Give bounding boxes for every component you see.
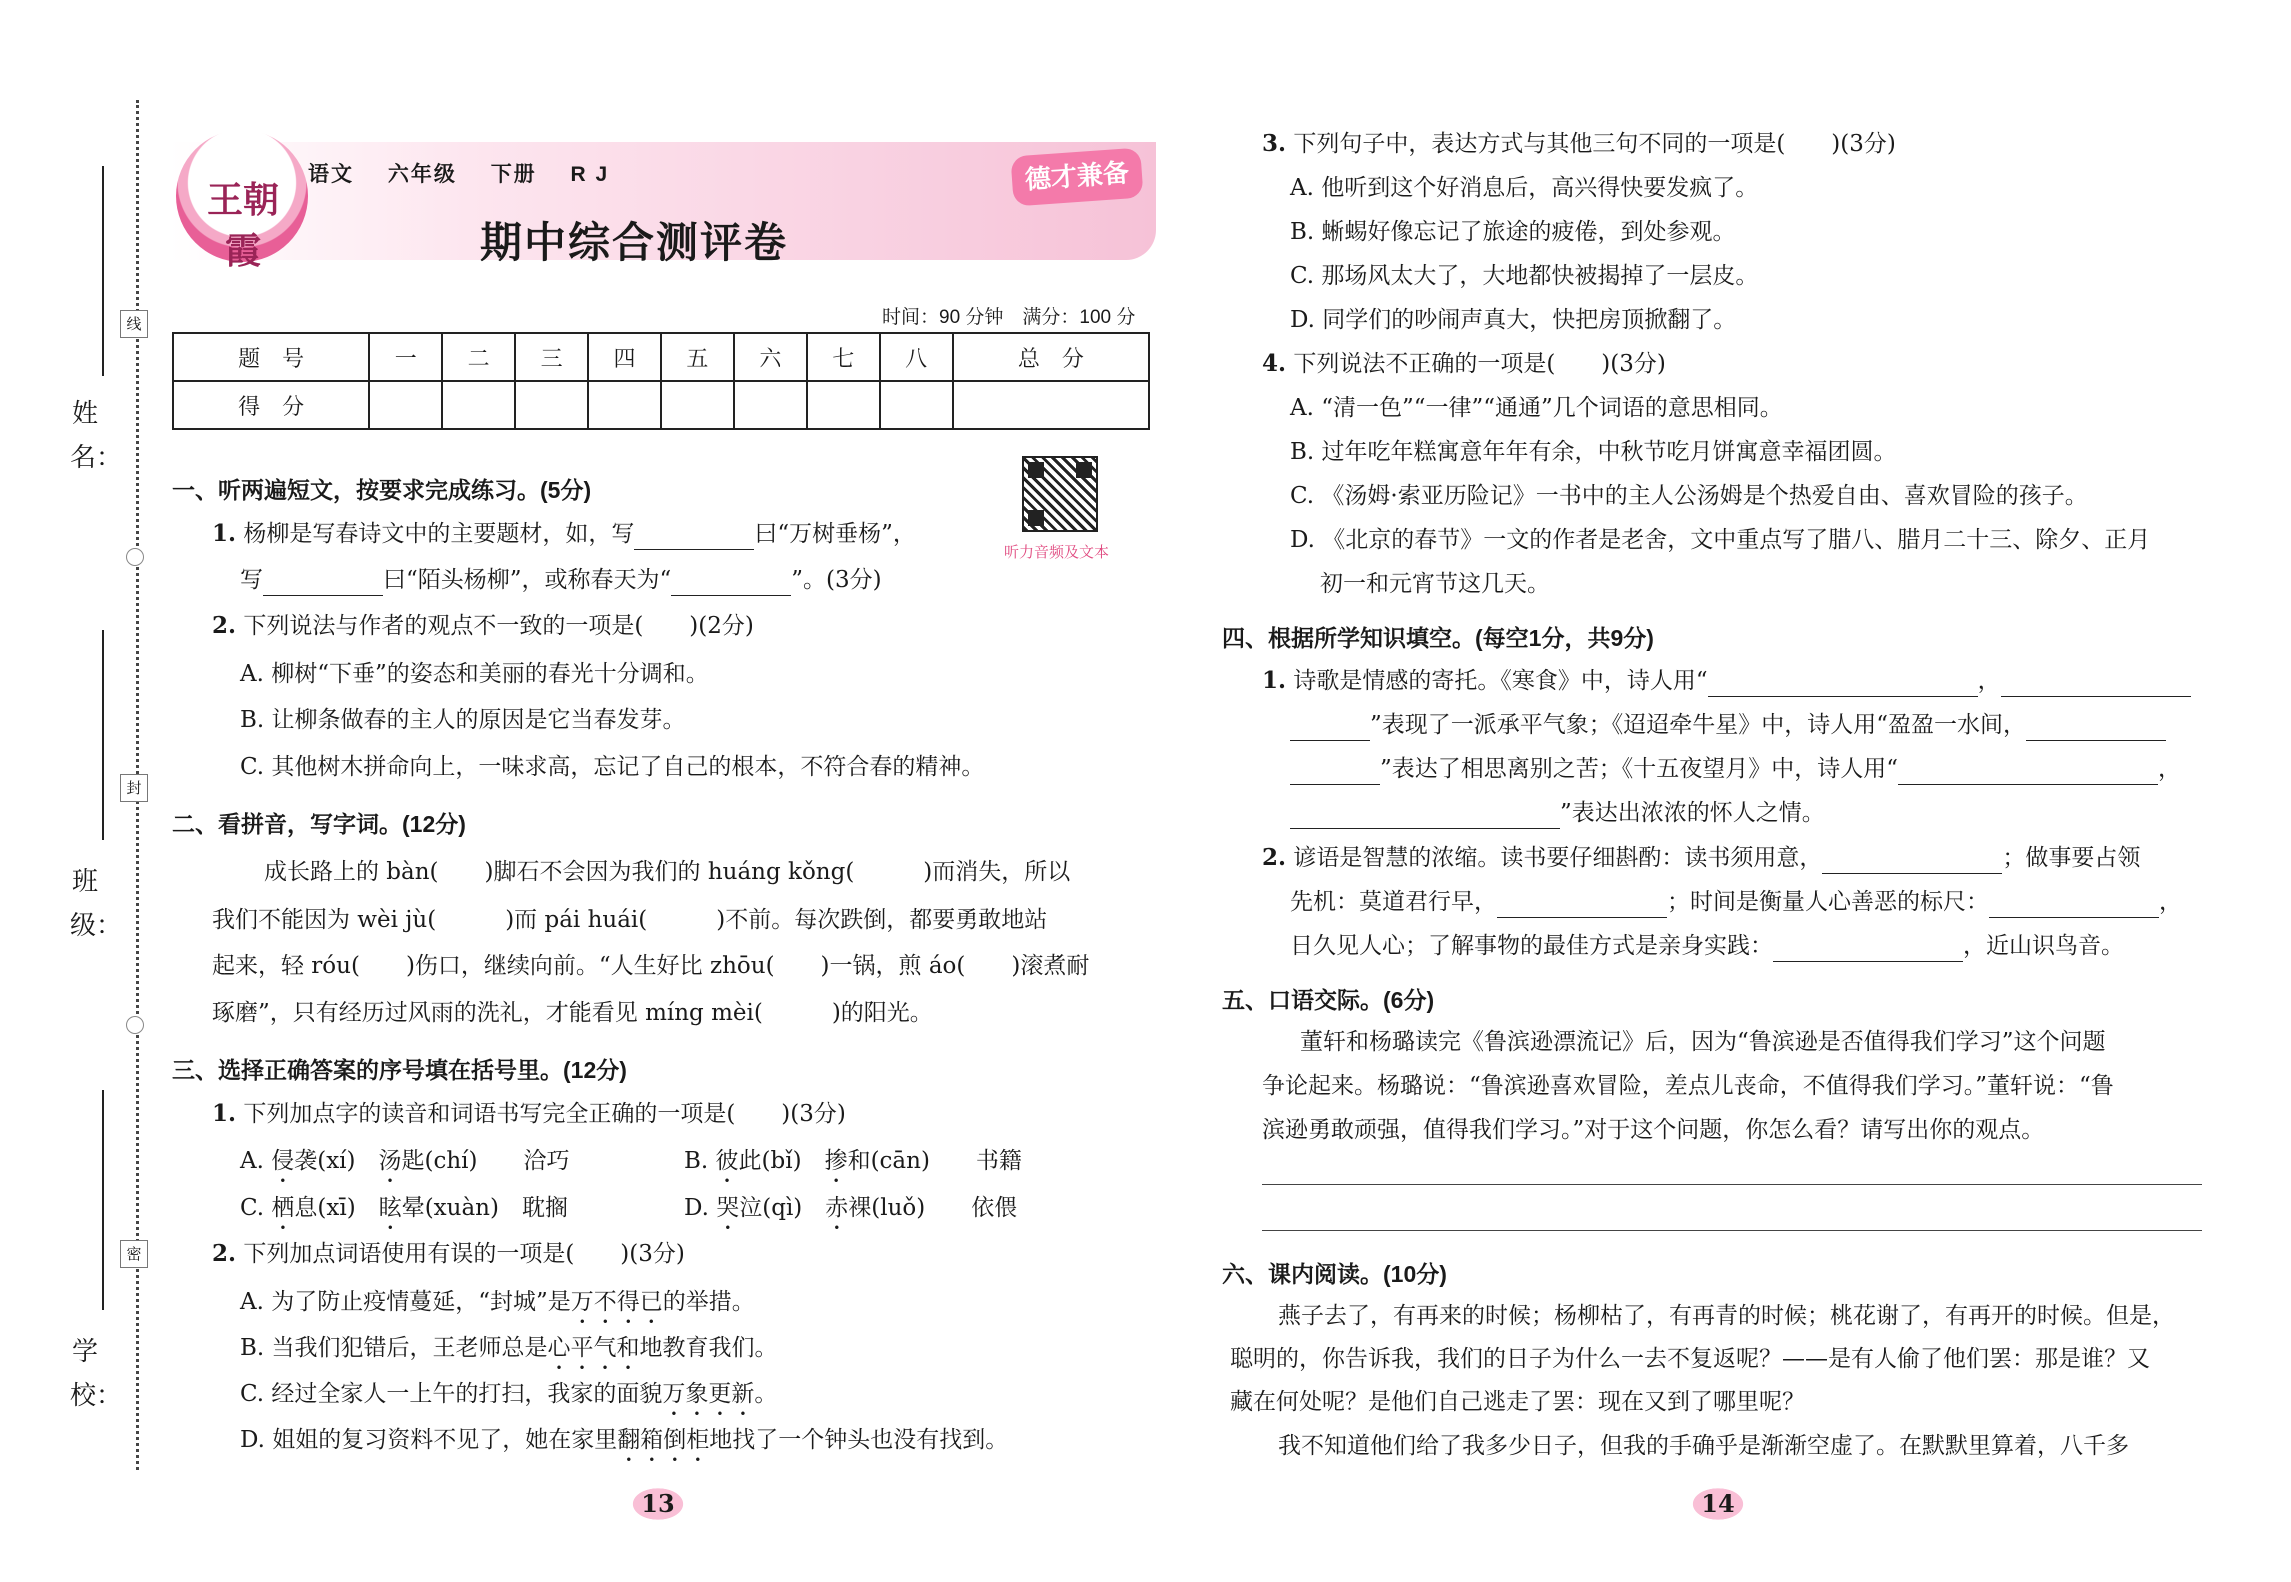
s1-q2-option-c: C. 其他树木拼命向上，一味求高，忘记了自己的根本，不符合春的精神。 bbox=[240, 754, 985, 780]
answer-blank[interactable] bbox=[1290, 802, 1560, 829]
score-cell[interactable] bbox=[588, 381, 661, 429]
s3-q4-option-c: C. 《汤姆·索亚历险记》一书中的主人公汤姆是个热爱自由、喜欢冒险的孩子。 bbox=[1290, 483, 2088, 509]
section-5-title: 五、口语交际。(6分) bbox=[1222, 987, 1435, 1013]
s2-line2: 我们不能因为 wèi jù( )而 pái huái( )不前。每次跌倒，都要勇敢地站 bbox=[212, 907, 1048, 933]
qr-label: 听力音频及文本 bbox=[1004, 544, 1110, 561]
s3-q2-option-c: C. 经过全家人一上午的打扫，我家的面貌万象更新。 bbox=[240, 1381, 778, 1407]
s4-q1-line4: ”表达出浓浓的怀人之情。 bbox=[1290, 797, 1825, 829]
section-3-title: 三、选择正确答案的序号填在括号里。(12分) bbox=[172, 1057, 627, 1083]
s1-q2-option-b: B. 让柳条做春的主人的原因是它当春发芽。 bbox=[240, 707, 686, 733]
score-cell[interactable] bbox=[442, 381, 515, 429]
s5-line1: 董轩和杨璐读完《鲁滨逊漂流记》后，因为“鲁滨逊是否值得我们学习”这个问题 bbox=[1300, 1029, 2106, 1055]
score-cell[interactable] bbox=[953, 381, 1149, 429]
s4-q1-line2: ”表现了一派承平气象；《迢迢牵牛星》中，诗人用“盈盈一水间， bbox=[1290, 709, 2166, 741]
seal-mark-secret: 密 bbox=[120, 1240, 148, 1268]
subject: 语文 bbox=[308, 163, 354, 186]
score-cell[interactable] bbox=[734, 381, 807, 429]
s3-q3-option-d: D. 同学们的吵闹声真大，快把房顶掀翻了。 bbox=[1290, 307, 1737, 333]
s3-q1-option-c: C. 栖息(xī) 眩晕(xuàn) 耽搁 bbox=[240, 1195, 568, 1221]
brand-logo-text: 王朝霞 bbox=[206, 179, 279, 272]
edition: R J bbox=[570, 163, 610, 186]
s3-q2-option-a: A. 为了防止疫情蔓延，“封城”是万不得已的举措。 bbox=[240, 1289, 755, 1315]
answer-blank[interactable] bbox=[1898, 758, 2158, 785]
score-cell[interactable] bbox=[369, 381, 442, 429]
s3-q1-option-a: A. 侵袭(xí) 汤匙(chí) 洽巧 bbox=[240, 1148, 570, 1174]
s4-q2-line3: 日久见人心；了解事物的最佳方式是亲身实践： ，近山识鸟音。 bbox=[1290, 930, 2124, 962]
score-cell[interactable] bbox=[880, 381, 953, 429]
answer-blank[interactable] bbox=[1290, 758, 1380, 785]
answer-blank[interactable] bbox=[2026, 714, 2166, 741]
s2-line4: 琢磨”，只有经历过风雨的洗礼，才能看见 míng mèi( )的阳光。 bbox=[212, 1000, 933, 1026]
score-cell[interactable] bbox=[661, 381, 734, 429]
school-line bbox=[102, 1090, 104, 1310]
s3-q3-option-c: C. 那场风太大了，大地都快被揭掉了一层皮。 bbox=[1290, 263, 1759, 289]
s1-q2-option-a: A. 柳树“下垂”的姿态和美丽的春光十分调和。 bbox=[240, 661, 709, 687]
qr-code[interactable] bbox=[1022, 456, 1098, 532]
s3-q2-option-b: B. 当我们犯错后，王老师总是心平气和地教育我们。 bbox=[240, 1335, 778, 1361]
name-label: 姓 名： bbox=[70, 399, 123, 473]
class-line bbox=[102, 630, 104, 840]
score-cell[interactable] bbox=[515, 381, 588, 429]
s1-q1-line2: 写 曰“陌头杨柳”，或称春天为“ ”。(3分) bbox=[240, 564, 882, 596]
s4-q2-line1: 2. 谚语是智慧的浓缩。读书要仔细斟酌：读书须用意， ；做事要占领 bbox=[1262, 842, 2140, 874]
s3-q3: 3. 下列句子中，表达方式与其他三句不同的一项是( )(3分) bbox=[1262, 130, 1896, 157]
s6-line4: 我不知道他们给了我多少日子，但我的手确乎是渐渐空虚了。在默默里算着，八千多 bbox=[1278, 1433, 2129, 1459]
score-table bbox=[172, 332, 1150, 430]
page-number-left: 13 bbox=[626, 1484, 690, 1524]
answer-blank[interactable] bbox=[1708, 670, 1978, 697]
s4-q2-line2: 先机：莫道君行早， ；时间是衡量人心善恶的标尺： ， bbox=[1290, 886, 2182, 918]
binding-hole bbox=[126, 1016, 144, 1034]
s3-q1-option-d: D. 哭泣(qì) 赤裸(luǒ) 依偎 bbox=[684, 1195, 1018, 1221]
answer-blank[interactable] bbox=[2001, 670, 2191, 697]
section-4-title: 四、根据所学知识填空。(每空1分，共9分) bbox=[1222, 625, 1654, 651]
s3-q1-option-b: B. 彼此(bǐ) 掺和(cān) 书籍 bbox=[684, 1148, 1022, 1174]
s1-q2: 2. 下列说法与作者的观点不一致的一项是( )(2分) bbox=[212, 612, 754, 639]
s5-line3: 滨逊勇敢顽强，值得我们学习。”对于这个问题，你怎么看？请写出你的观点。 bbox=[1262, 1117, 2045, 1143]
s3-q1: 1. 下列加点字的读音和词语书写完全正确的一项是( )(3分) bbox=[212, 1100, 846, 1127]
s1-q1-line1: 1. 杨柳是写春诗文中的主要题材，如，写 曰“万树垂杨”， bbox=[212, 518, 916, 550]
s3-q4-option-b: B. 过年吃年糕寓意年年有余，中秋节吃月饼寓意幸福团圆。 bbox=[1290, 439, 1897, 465]
s6-line2: 聪明的，你告诉我，我们的日子为什么一去不复返呢？——是有人偷了他们罢：那是谁？又 bbox=[1230, 1346, 2150, 1372]
section-6-title: 六、课内阅读。(10分) bbox=[1222, 1261, 1447, 1287]
s6-line3: 藏在何处呢？是他们自己逃走了罢：现在又到了哪里呢？ bbox=[1230, 1389, 1805, 1415]
answer-blank[interactable] bbox=[671, 569, 791, 596]
score-header-row: 题 号 一 二 三 四 五 六 七 八 总 分 bbox=[173, 333, 1149, 381]
page-number-right: 14 bbox=[1686, 1484, 1750, 1524]
s5-line2: 争论起来。杨璐说：“鲁滨逊喜欢冒险，差点儿丧命，不值得我们学习。”董轩说：“鲁 bbox=[1262, 1073, 2114, 1099]
s3-q4-option-d-cont: 初一和元宵节这几天。 bbox=[1320, 571, 1550, 597]
s3-q2-option-d: D. 姐姐的复习资料不见了，她在家里翻箱倒柜地找了一个钟头也没有找到。 bbox=[240, 1427, 1009, 1453]
answer-line[interactable] bbox=[1262, 1184, 2202, 1185]
s3-q4: 4. 下列说法不正确的一项是( )(3分) bbox=[1262, 350, 1666, 377]
page-title: 期中综合测评卷 bbox=[480, 218, 789, 267]
s4-q1-line1: 1. 诗歌是情感的寄托。《寒食》中，诗人用“ ， bbox=[1262, 665, 2191, 697]
slogan-badge: 德才兼备 bbox=[1010, 148, 1143, 207]
answer-blank[interactable] bbox=[1989, 891, 2159, 918]
answer-blank[interactable] bbox=[634, 523, 754, 550]
header-crumbs bbox=[308, 158, 635, 188]
grade: 六年级 bbox=[387, 163, 457, 186]
answer-blank[interactable] bbox=[263, 569, 383, 596]
section-2-title: 二、看拼音，写字词。(12分) bbox=[172, 811, 466, 837]
school-label: 学 校： bbox=[70, 1337, 123, 1411]
section-1-title: 一、听两遍短文，按要求完成练习。(5分) bbox=[172, 477, 592, 503]
answer-blank[interactable] bbox=[1773, 935, 1963, 962]
s6-line1: 燕子去了，有再来的时候；杨柳枯了，有再青的时候；桃花谢了，有再开的时候。但是， bbox=[1278, 1303, 2175, 1329]
score-cell[interactable] bbox=[807, 381, 880, 429]
s3-q4-option-a: A. “清一色”“一律”“通通”几个词语的意思相同。 bbox=[1290, 395, 1783, 421]
s2-line1: 成长路上的 bàn( )脚石不会因为我们的 huáng kǒng( )而消失，所以 bbox=[264, 859, 1071, 885]
answer-blank[interactable] bbox=[1822, 847, 2002, 874]
binding-hole bbox=[126, 548, 144, 566]
s3-q3-option-b: B. 蜥蜴好像忘记了旅途的疲倦，到处参观。 bbox=[1290, 219, 1736, 245]
class-label: 班 级： bbox=[70, 867, 123, 941]
exam-meta: 时间：90 分钟 满分：100 分 bbox=[882, 307, 1136, 328]
answer-blank[interactable] bbox=[1290, 714, 1370, 741]
answer-blank[interactable] bbox=[1497, 891, 1667, 918]
term: 下册 bbox=[490, 163, 537, 186]
s3-q2: 2. 下列加点词语使用有误的一项是( )(3分) bbox=[212, 1240, 685, 1267]
s3-q3-option-a: A. 他听到这个好消息后，高兴得快要发疯了。 bbox=[1290, 175, 1759, 201]
seal-mark-line: 线 bbox=[120, 310, 148, 338]
answer-line[interactable] bbox=[1262, 1230, 2202, 1231]
s3-q4-option-d: D. 《北京的春节》一文的作者是老舍，文中重点写了腊八、腊月二十三、除夕、正月 bbox=[1290, 527, 2151, 553]
s4-q1-line3: ”表达了相思离别之苦；《十五夜望月》中，诗人用“ ， bbox=[1290, 753, 2181, 785]
s2-line3: 起来，轻 róu( )伤口，继续向前。“人生好比 zhōu( )一锅，煎 áo( )滚煮耐 bbox=[212, 953, 1090, 979]
name-line bbox=[102, 166, 104, 376]
score-value-row: 得 分 bbox=[173, 381, 1149, 429]
seal-mark-seal: 封 bbox=[120, 774, 148, 802]
